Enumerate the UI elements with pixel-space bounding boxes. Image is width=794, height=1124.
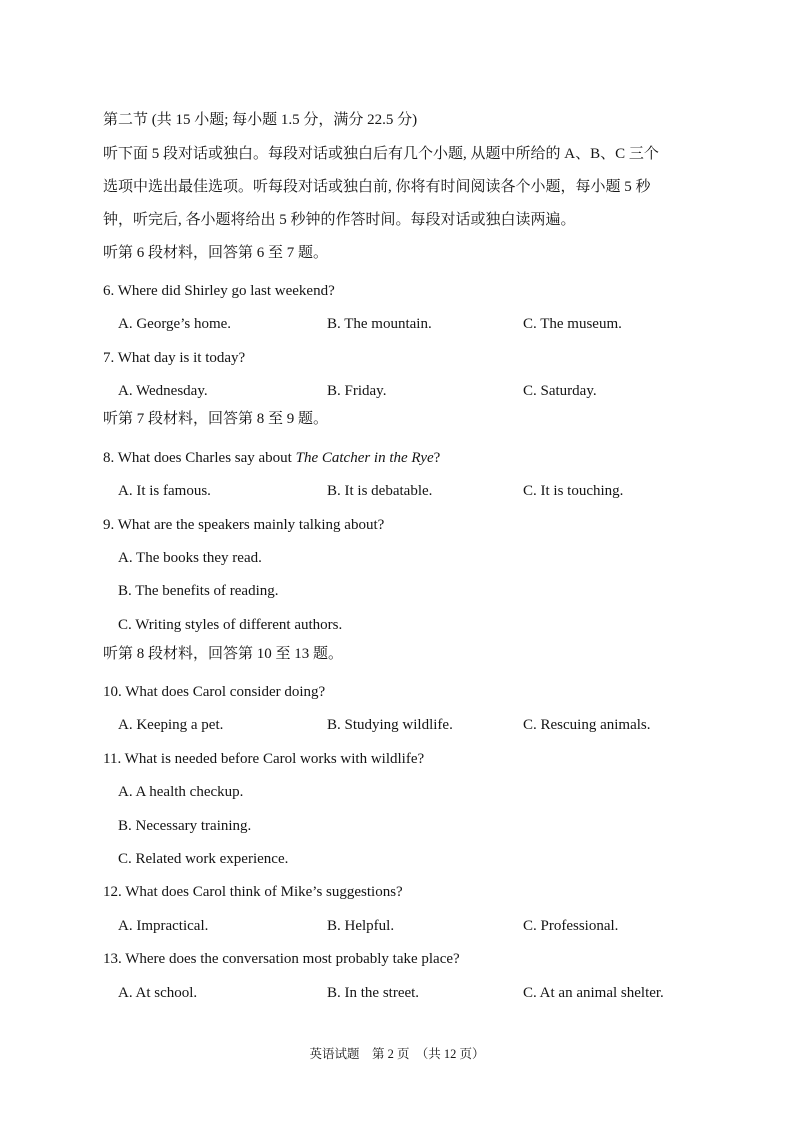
material-6-heading: 听第 6 段材料，回答第 6 至 7 题。 [103,245,329,261]
question-7: 7. What day is it today? [103,350,246,366]
q6-option-c: C. The museum. [523,316,622,332]
q11-option-c: C. Related work experience. [118,851,289,867]
q11-option-b: B. Necessary training. [118,818,252,834]
q7-option-b: B. Friday. [327,383,387,399]
q10-option-b: B. Studying wildlife. [327,717,453,733]
q7-option-a: A. Wednesday. [118,383,208,399]
instruction-line-1: 听下面 5 段对话或独白。每段对话或独白后有几个小题, 从题中所给的 A、B、C 三个 [103,146,659,162]
question-8 [103,448,440,468]
q9-option-a: A. The books they read. [118,550,262,566]
material-8-heading: 听第 8 段材料，回答第 10 至 13 题。 [103,646,344,662]
q7-option-c: C. Saturday. [523,383,597,399]
q13-option-b: B. In the street. [327,985,420,1001]
q13-option-a: A. At school. [118,985,198,1001]
q9-option-c: C. Writing styles of different authors. [118,617,343,633]
question-12: 12. What does Carol think of Mike’s suggestions? [103,884,403,900]
q8-option-c: C. It is touching. [523,483,624,499]
q8-prefix: 8. What does Charles say about [103,450,296,466]
q10-option-c: C. Rescuing animals. [523,717,651,733]
question-6: 6. Where did Shirley go last weekend? [103,283,335,299]
q8-suffix: ? [433,450,441,466]
question-10: 10. What does Carol consider doing? [103,684,326,700]
q13-option-c: C. At an animal shelter. [523,985,664,1001]
question-9: 9. What are the speakers mainly talking about? [103,517,385,533]
q9-option-b: B. The benefits of reading. [118,583,279,599]
instruction-line-3: 钟，听完后, 各小题将给出 5 秒钟的作答时间。每段对话或独白读两遍。 [103,212,576,228]
q8-option-b: B. It is debatable. [327,483,433,499]
question-13: 13. Where does the conversation most probably take place? [103,951,460,967]
material-7-heading: 听第 7 段材料，回答第 8 至 9 题。 [103,411,329,427]
q6-option-a: A. George’s home. [118,316,232,332]
q12-option-a: A. Impractical. [118,918,209,934]
q12-option-c: C. Professional. [523,918,619,934]
section-header: 第二节 (共 15 小题; 每小题 1.5 分，满分 22.5 分) [103,112,418,128]
q8-book-title: The Catcher in the Rye [295,450,434,466]
q6-option-b: B. The mountain. [327,316,432,332]
question-11: 11. What is needed before Carol works with wildlife? [103,751,425,767]
page-footer: 英语试题 第 2 页 （共 12 页） [309,1047,485,1061]
q10-option-a: A. Keeping a pet. [118,717,224,733]
q8-option-a: A. It is famous. [118,483,211,499]
q12-option-b: B. Helpful. [327,918,395,934]
q11-option-a: A. A health checkup. [118,784,244,800]
instruction-line-2: 选项中选出最佳选项。听每段对话或独白前, 你将有时间阅读各个小题，每小题 5 秒 [103,179,651,195]
